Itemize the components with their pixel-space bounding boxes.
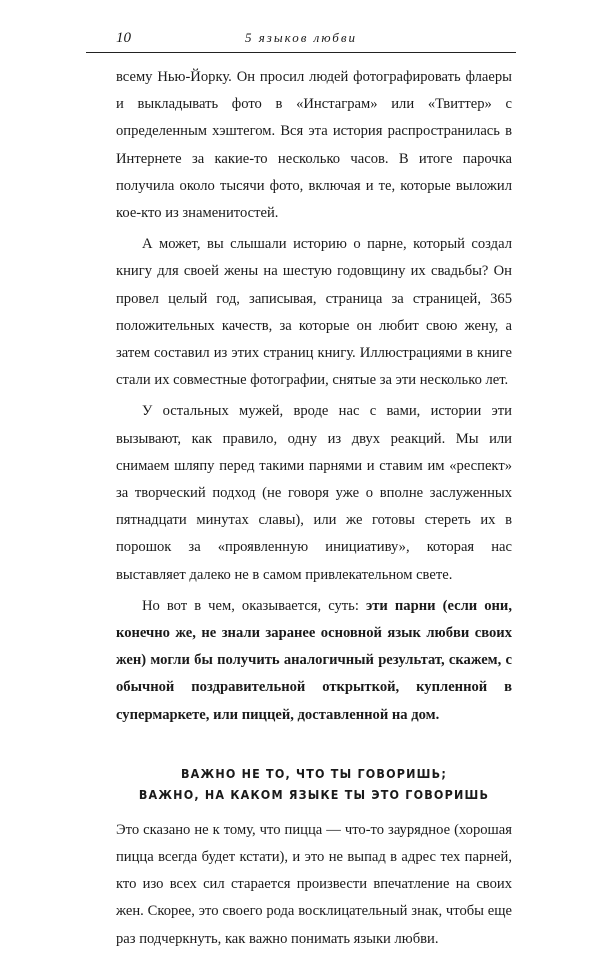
subheading-line-1: ВАЖНО НЕ ТО, ЧТО ТЫ ГОВОРИШЬ;: [180, 765, 448, 781]
paragraph-3: У остальных мужей, вроде нас с вами, истории эти вызывают, как правило, одну из двух реакций. Мы или снимаем шляпу перед такими парнями и ставим им «респект» за творческий подход (не говоря уже о вполне заслуженных пятнадцати минутах славы), или же готовы стереть их в порошок за «проявленную инициативу», которая нас выставляет далеко не в самом привлекательном свете.: [116, 403, 512, 583]
page-number: 10: [116, 30, 131, 46]
paragraph-4: [116, 593, 512, 729]
paragraph-4-emphasis: эти парни (если они, конечно же, не знали заранее основной язык любви своих жен) могли бы получить аналогичный результат, скажем, с обычной поздравительной открыткой, купленной в супермаркете, или пиццей, доставленной на дом.: [116, 597, 512, 723]
paragraph-5: Это сказано не к тому, что пицца — что-то заурядное (хорошая пицца всегда будет кстати), и это не выпад в адрес тех парней, кто изо всех сил старается произвести впечатление на своих жен. Скорее, это своего рода восклицательный знак, чтобы еще раз подчеркнуть, как важно понимать языки любви.: [116, 821, 512, 947]
running-title: 5 языков любви: [245, 30, 357, 45]
paragraph-4-lead: Но вот в чем, оказывается, суть:: [142, 597, 366, 614]
paragraph-1: всему Нью-Йорку. Он просил людей фотографировать флаеры и выкладывать фото в «Инстаграм» или «Твиттер» с определенным хэштегом. Вся эта история распространилась в Интернете за какие-то несколько часов. В итоге парочка получила около тысячи фото, включая и те, которые выложил кое-кто из знаменитостей.: [116, 69, 512, 222]
paragraph-2: А может, вы слышали историю о парне, который создал книгу для своей жены на шестую годовщину их свадьбы? Он провел целый год, записывая, страница за страницей, 365 положительных качеств, за которые он любит свою жену, а затем составил из этих страниц книгу. Иллюстрациями в книге стали их совместные фотографии, снятые за эти несколько лет.: [116, 236, 512, 389]
page-body: [116, 64, 512, 953]
page-header: [86, 28, 516, 53]
section-subheading: [116, 763, 512, 805]
subheading-line-2: ВАЖНО, НА КАКОМ ЯЗЫКЕ ТЫ ЭТО ГОВОРИШЬ: [138, 786, 490, 802]
